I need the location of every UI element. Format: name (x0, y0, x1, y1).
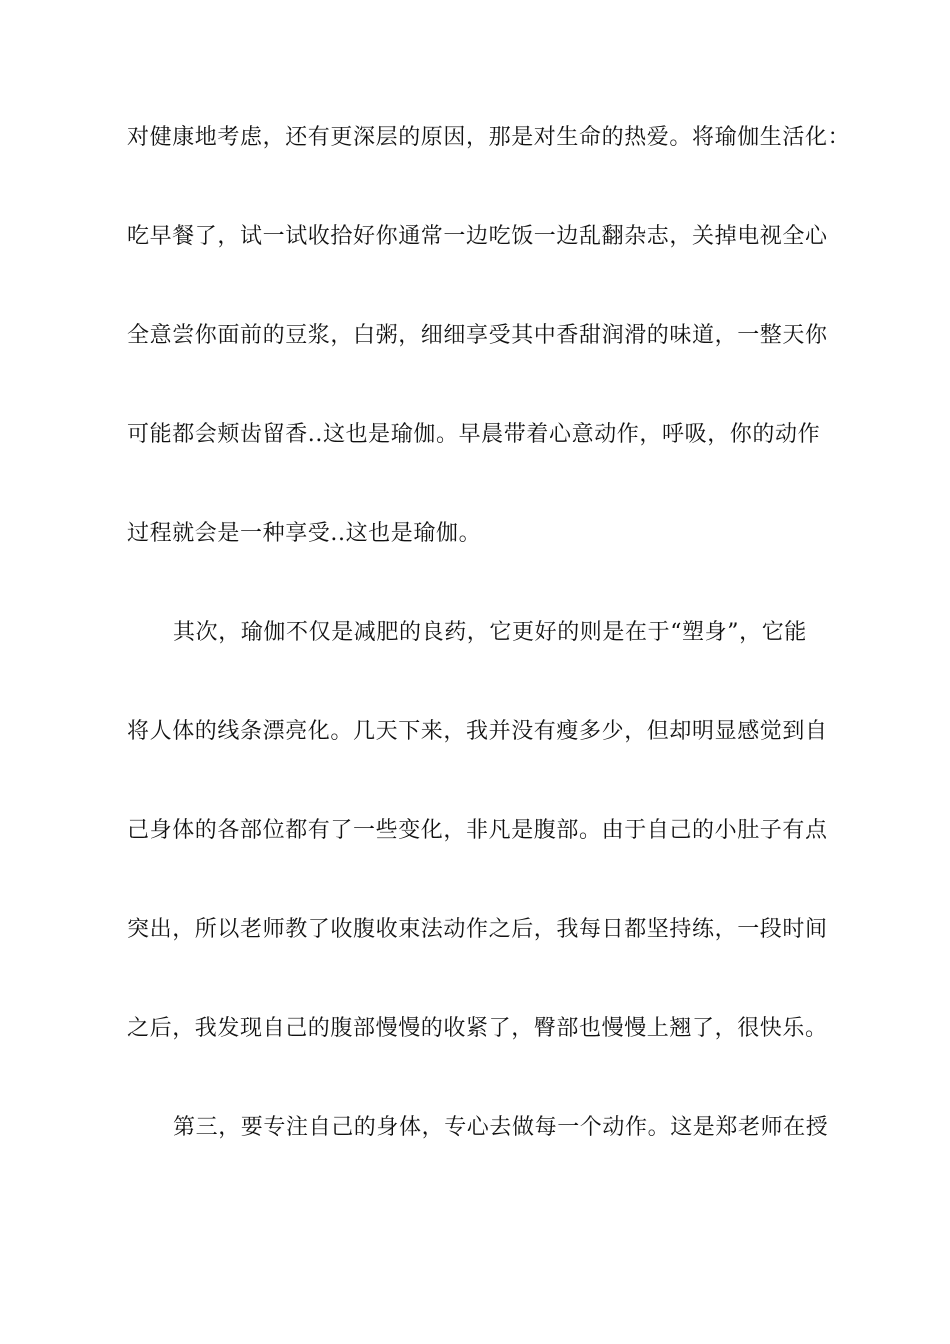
text-line: 突出，所以老师教了收腹收束法动作之后，我每日都坚持练，一段时间 (127, 917, 828, 942)
text-line: 全意尝你面前的豆浆，白粥，细细享受其中香甜润滑的味道，一整天你 (127, 323, 828, 348)
paragraph-first-line: 其次，瑜伽不仅是减肥的良药，它更好的则是在于“塑身”，它能 (173, 620, 807, 645)
paragraph-first-line: 第三，要专注自己的身体，专心去做每一个动作。这是郑老师在授 (173, 1115, 829, 1140)
text-line: 之后，我发现自己的腹部慢慢的收紧了，臀部也慢慢上翘了，很快乐。 (127, 1016, 828, 1041)
text-line: 将人体的线条漂亮化。几天下来，我并没有瘦多少，但却明显感觉到自 (127, 719, 828, 744)
text-line: 对健康地考虑，还有更深层的原因，那是对生命的热爱。将瑜伽生活化： (127, 125, 851, 150)
text-line: 己身体的各部位都有了一些变化，非凡是腹部。由于自己的小肚子有点 (127, 818, 828, 843)
text-line: 过程就会是一种享受..这也是瑜伽。 (127, 521, 482, 546)
text-line: 吃早餐了，试一试收拾好你通常一边吃饭一边乱翻杂志，关掉电视全心 (127, 224, 828, 249)
text-line: 可能都会颊齿留香..这也是瑜伽。早晨带着心意动作，呼吸，你的动作 (127, 422, 821, 447)
